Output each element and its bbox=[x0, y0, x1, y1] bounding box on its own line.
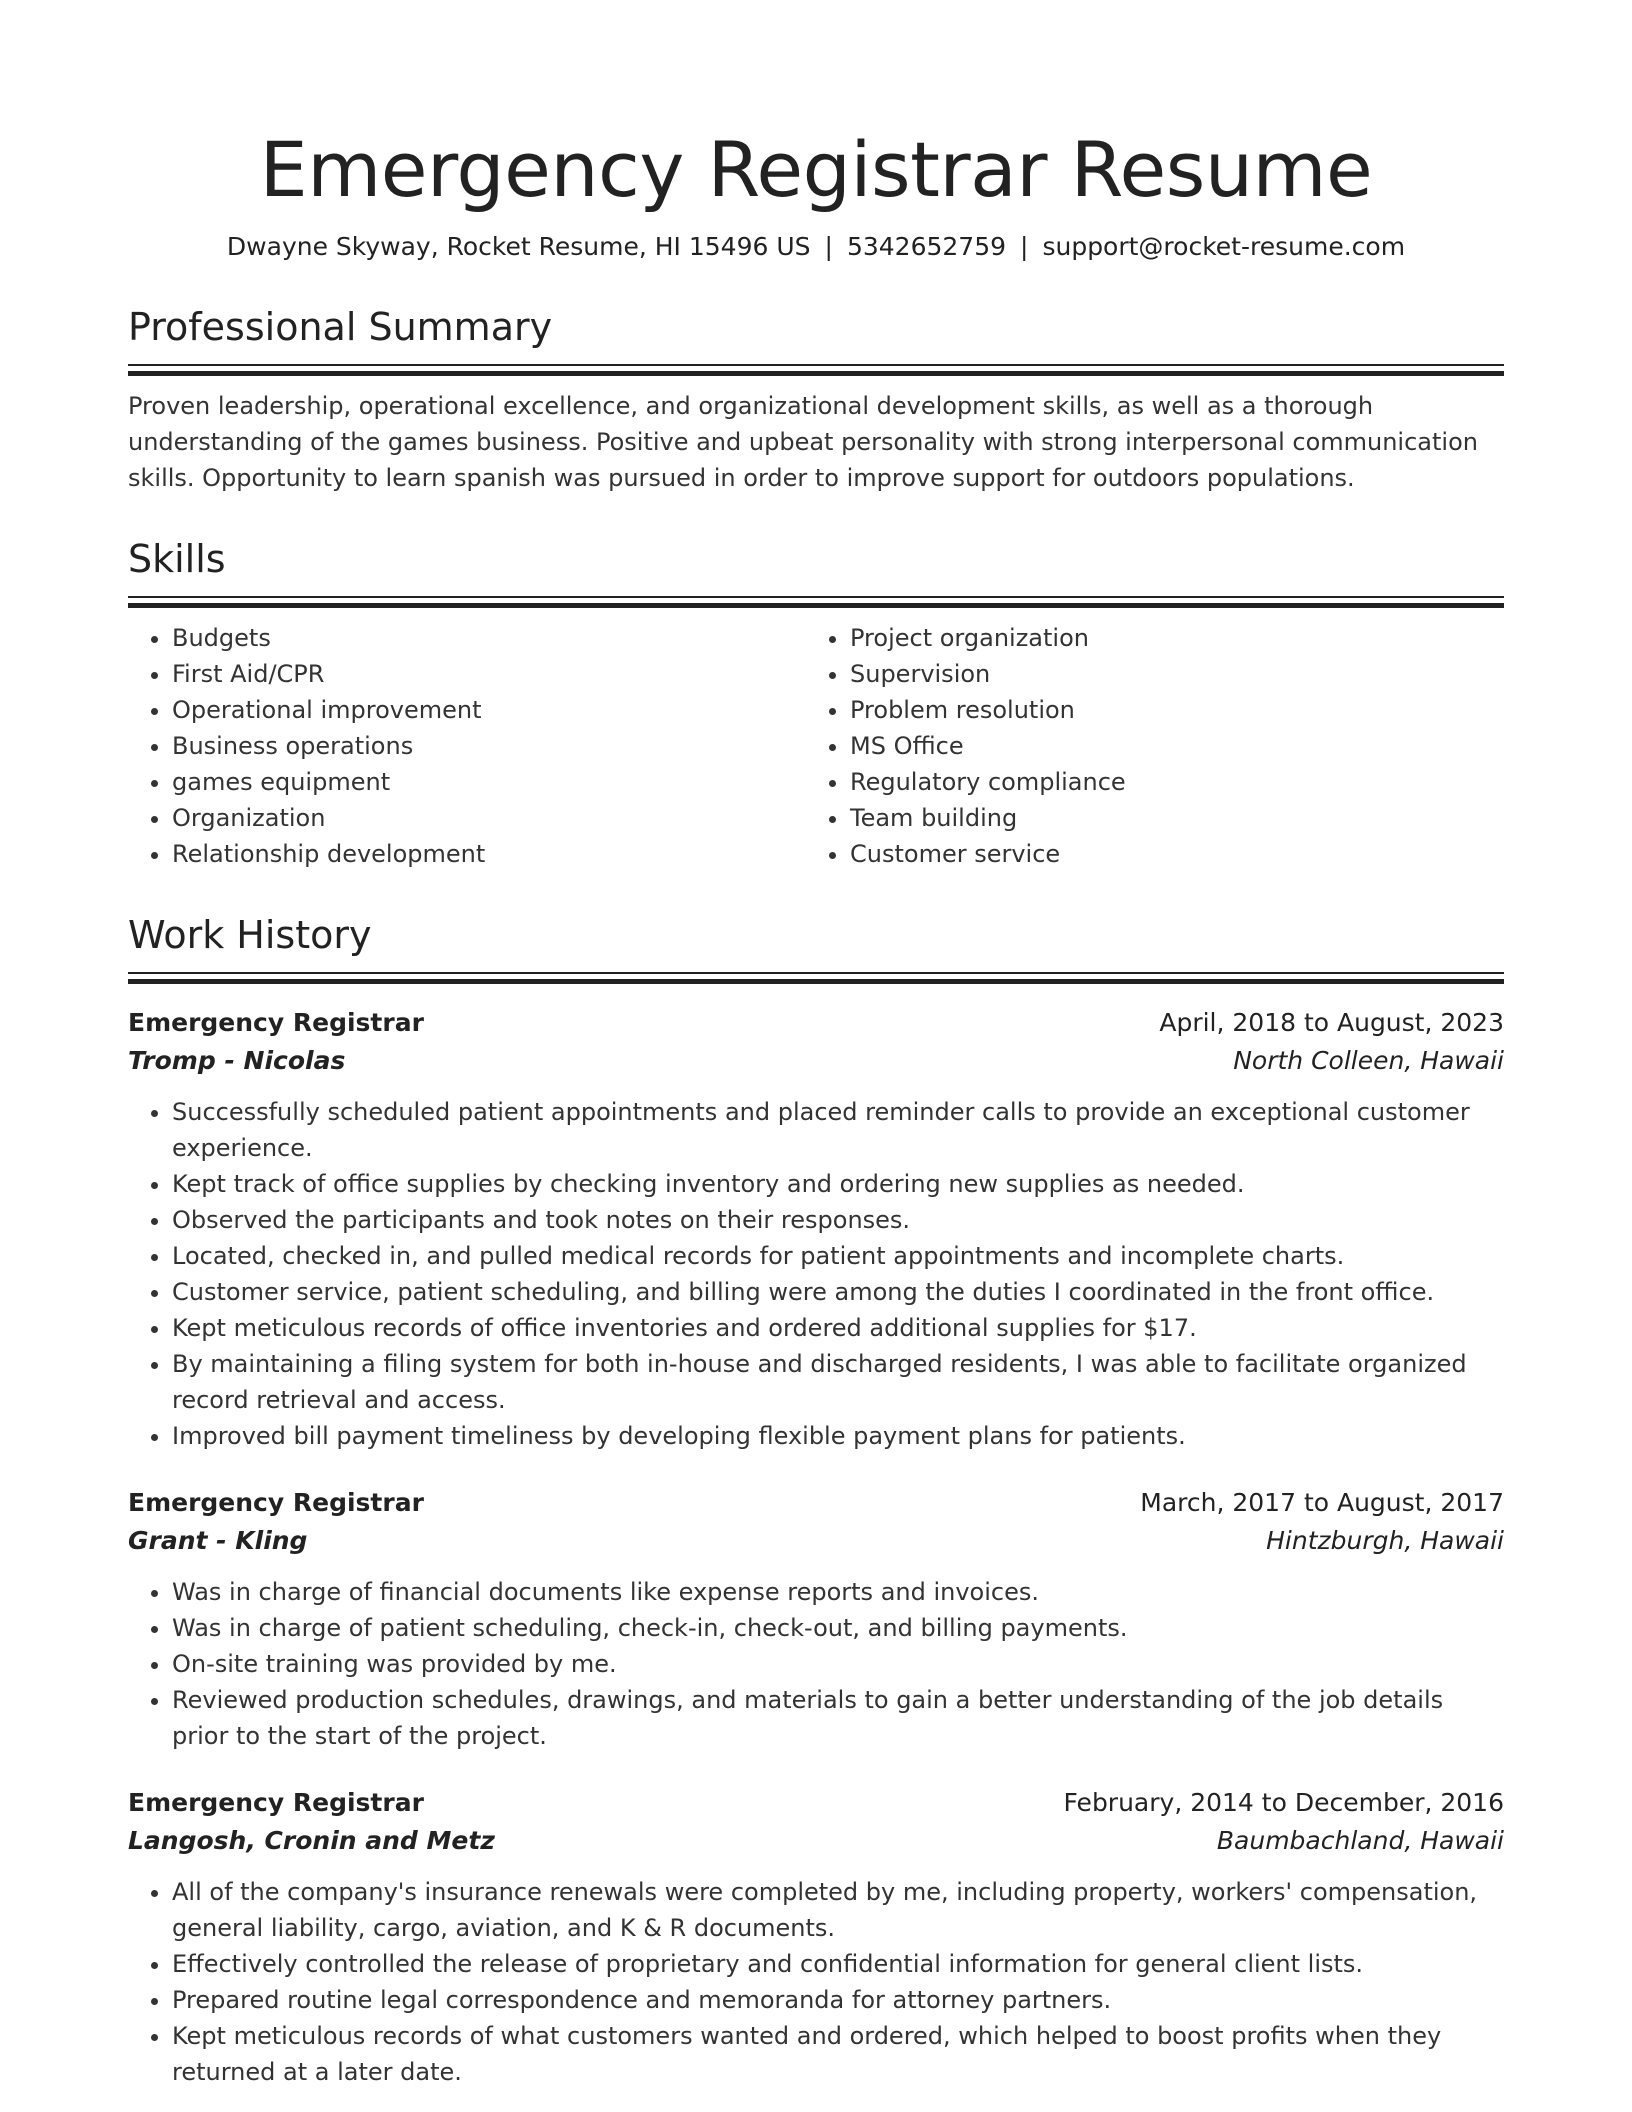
job-dates: March, 2017 to August, 2017 bbox=[1140, 1488, 1504, 1517]
contact-line bbox=[128, 230, 1504, 264]
summary-text: Proven leadership, operational excellence, and organizational development skills, as well as a thorough understanding of the games business. Positive and upbeat personality with strong interpersonal communication skills. Opportunity to learn spanish was pursued in order to improve support for outdoors populations. bbox=[128, 392, 1478, 492]
job-location: North Colleen, Hawaii bbox=[1233, 1046, 1504, 1075]
skill-item: • MS Office bbox=[850, 728, 1484, 764]
job-title: Emergency Registrar bbox=[128, 1008, 424, 1037]
resume-page bbox=[128, 0, 1504, 2090]
section-divider bbox=[128, 596, 1504, 608]
duty-item: • Prepared routine legal correspondence and memoranda for attorney partners. bbox=[172, 1982, 1504, 2018]
job-duties bbox=[128, 1874, 1504, 2090]
skill-item: • Problem resolution bbox=[850, 692, 1484, 728]
duty-item: • Successfully scheduled patient appointments and placed reminder calls to provide an exceptional customer experience. bbox=[172, 1094, 1504, 1166]
skill-item: • Customer service bbox=[850, 836, 1484, 872]
section-divider bbox=[128, 972, 1504, 984]
job-company: Tromp - Nicolas bbox=[128, 1046, 346, 1075]
duty-item: • Kept meticulous records of office inventories and ordered additional supplies for $17. bbox=[172, 1310, 1504, 1346]
contact-separator: | bbox=[1020, 232, 1029, 261]
job-entry bbox=[128, 1004, 1504, 1454]
section-divider bbox=[128, 364, 1504, 376]
contact-address: Dwayne Skyway, Rocket Resume, HI 15496 US bbox=[226, 232, 811, 261]
job-header bbox=[128, 1484, 1504, 1522]
skills-list bbox=[128, 620, 1504, 872]
duty-item: • By maintaining a filing system for both in-house and discharged residents, I was able to facilitate organized record retrieval and access. bbox=[172, 1346, 1504, 1418]
skill-item: • Supervision bbox=[850, 656, 1484, 692]
skills-column-left bbox=[128, 620, 806, 872]
job-duties bbox=[128, 1574, 1504, 1754]
job-title: Emergency Registrar bbox=[128, 1488, 424, 1517]
job-header bbox=[128, 1784, 1504, 1822]
skill-item: • games equipment bbox=[172, 764, 806, 800]
duty-item: • Effectively controlled the release of proprietary and confidential information for general client lists. bbox=[172, 1946, 1504, 1982]
skill-item: • Team building bbox=[850, 800, 1484, 836]
resume-title: Emergency Registrar Resume bbox=[259, 125, 1373, 214]
skill-item: • Organization bbox=[172, 800, 806, 836]
duty-item: • Observed the participants and took notes on their responses. bbox=[172, 1202, 1504, 1238]
skill-item: • Operational improvement bbox=[172, 692, 806, 728]
job-dates: April, 2018 to August, 2023 bbox=[1159, 1008, 1504, 1037]
job-entry bbox=[128, 1484, 1504, 1754]
duty-item: • Was in charge of patient scheduling, check-in, check-out, and billing payments. bbox=[172, 1610, 1504, 1646]
job-company: Grant - Kling bbox=[128, 1526, 308, 1555]
duty-item: • Was in charge of financial documents like expense reports and invoices. bbox=[172, 1574, 1504, 1610]
skills-heading: Skills bbox=[128, 537, 226, 581]
contact-phone: 5342652759 bbox=[846, 232, 1007, 261]
job-header bbox=[128, 1004, 1504, 1042]
job-location: Hintzburgh, Hawaii bbox=[1266, 1526, 1504, 1555]
summary-heading: Professional Summary bbox=[128, 305, 553, 349]
skill-item: • Regulatory compliance bbox=[850, 764, 1484, 800]
skill-item: • Project organization bbox=[850, 620, 1484, 656]
job-subheader bbox=[128, 1522, 1504, 1560]
job-title: Emergency Registrar bbox=[128, 1788, 424, 1817]
skill-item: • Budgets bbox=[172, 620, 806, 656]
job-company: Langosh, Cronin and Metz bbox=[128, 1826, 495, 1855]
job-subheader bbox=[128, 1822, 1504, 1860]
duty-item: • Kept track of office supplies by checking inventory and ordering new supplies as needed. bbox=[172, 1166, 1504, 1202]
skill-item: • Business operations bbox=[172, 728, 806, 764]
job-entry bbox=[128, 1784, 1504, 2090]
duty-item: • Located, checked in, and pulled medical records for patient appointments and incomplete charts. bbox=[172, 1238, 1504, 1274]
work-history-heading: Work History bbox=[128, 913, 372, 957]
duty-item: • Reviewed production schedules, drawings, and materials to gain a better understanding of the job details prior to the start of the project. bbox=[172, 1682, 1504, 1754]
contact-email: support@rocket-resume.com bbox=[1042, 232, 1406, 261]
skills-column-right bbox=[806, 620, 1484, 872]
duty-item: • On-site training was provided by me. bbox=[172, 1646, 1504, 1682]
duty-item: • All of the company's insurance renewals were completed by me, including property, workers' compensation, general liability, cargo, aviation, and K & R documents. bbox=[172, 1874, 1504, 1946]
duty-item: • Kept meticulous records of what customers wanted and ordered, which helped to boost profits when they returned at a later date. bbox=[172, 2018, 1504, 2090]
skill-item: • Relationship development bbox=[172, 836, 806, 872]
job-duties bbox=[128, 1094, 1504, 1454]
job-subheader bbox=[128, 1042, 1504, 1080]
contact-separator: | bbox=[824, 232, 833, 261]
job-dates: February, 2014 to December, 2016 bbox=[1063, 1788, 1504, 1817]
job-location: Baumbachland, Hawaii bbox=[1216, 1826, 1504, 1855]
skill-item: • First Aid/CPR bbox=[172, 656, 806, 692]
duty-item: • Improved bill payment timeliness by developing flexible payment plans for patients. bbox=[172, 1418, 1504, 1454]
duty-item: • Customer service, patient scheduling, and billing were among the duties I coordinated in the front office. bbox=[172, 1274, 1504, 1310]
